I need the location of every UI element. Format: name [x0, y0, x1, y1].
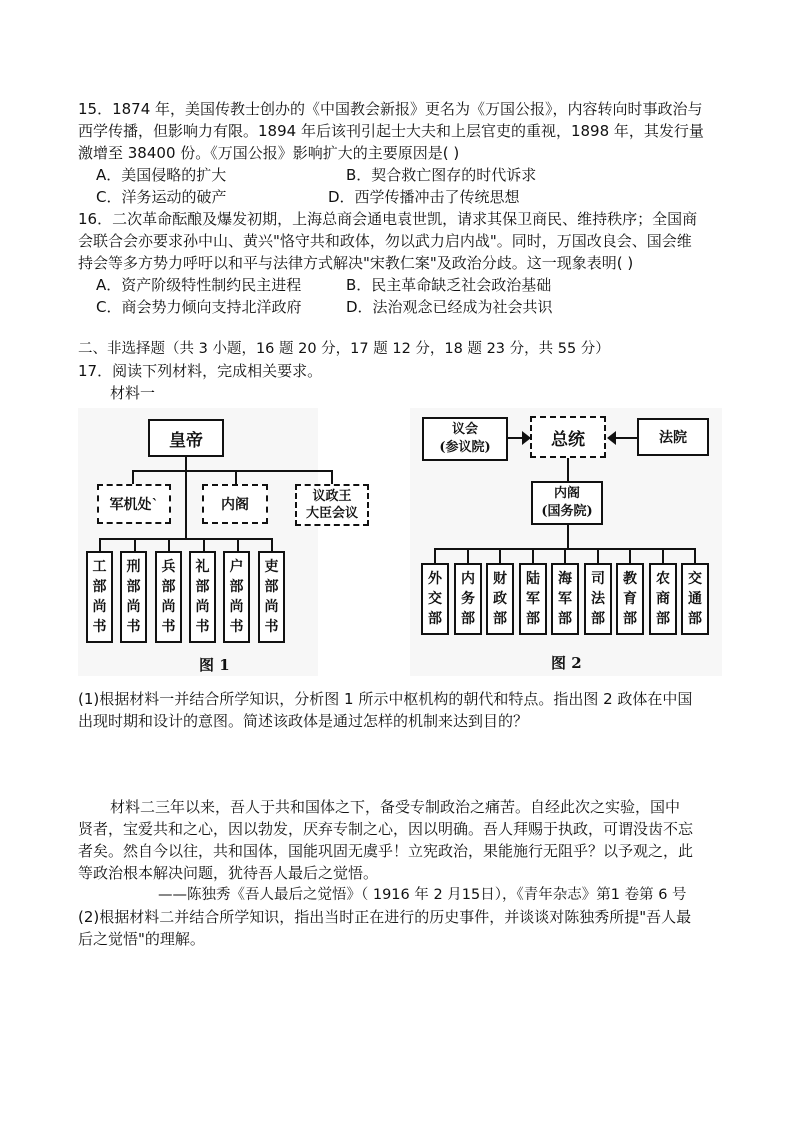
connector	[271, 538, 273, 552]
figure-1-caption: 图 1	[199, 656, 230, 674]
q15-option-b: B．契合救亡图存的时代诉求	[346, 166, 537, 184]
fig1-ministry-works: 工部尚书	[86, 551, 113, 643]
fig2-ministry-finance: 财政部	[486, 563, 514, 635]
fig2-parliament-box	[422, 417, 508, 461]
q16-line-1: 16．二次革命酝酿及爆发初期，上海总商会通电袁世凯，请求其保卫商民、维持秩序；全国商	[78, 210, 698, 228]
section-2-heading: 二、非选择题（共 3 小题，16 题 20 分，17 题 12 分，18 题 23 分，共 55 分）	[78, 341, 610, 357]
q15-line-2: 西学传播，但影响力有限。1894 年后该刊引起士大夫和上层官吏的重视，1898 年，其发行量	[78, 122, 704, 140]
fig2-ministry-navy: 海军部	[551, 563, 579, 635]
q17-intro: 17．阅读下列材料，完成相关要求。	[78, 362, 323, 380]
fig2-ministry-interior: 内务部	[454, 563, 482, 635]
fig1-emperor-box: 皇帝	[148, 419, 224, 457]
fig2-ministry-foreign: 外交部	[421, 563, 449, 635]
fig2-cabinet-label: 内阁	[553, 486, 580, 501]
q15-line-3: 激增至 38400 份。《万国公报》影响扩大的主要原因是( )	[78, 144, 460, 162]
connector	[567, 525, 569, 549]
connector	[134, 538, 136, 552]
q16-line-2: 会联合会亦要求孙中山、黄兴"恪守共和政体，勿以武力启内战"。同时，万国改良会、国会维	[78, 232, 692, 250]
material-2-line-2: 贤者，宝爱共和之心，因以勃发，厌弃专制之心，因以明确。吾人拜赐于执政，可谓没齿不忘	[78, 820, 694, 838]
fig2-ministry-justice: 司法部	[584, 563, 612, 635]
connector	[99, 538, 101, 552]
fig1-grand-council-box: 军机处`	[97, 484, 171, 524]
fig1-ministry-war: 兵部尚书	[155, 551, 182, 643]
material-2-source: ——陈独秀《吾人最后之觉悟》（ 1916 年 2 月15日），《青年杂志》第1 卷第 6 号	[158, 887, 687, 903]
q15-option-d: D．西学传播冲击了传统思想	[328, 188, 520, 206]
fig1-ministry-justice: 刑部尚书	[120, 551, 147, 643]
fig2-ministry-army: 陆军部	[519, 563, 547, 635]
connector	[99, 538, 273, 540]
fig2-ministry-agriculture-commerce: 农商部	[649, 563, 677, 635]
q17-sub1-line-1: (1)根据材料一并结合所学知识，分析图 1 所示中枢机构的朝代和特点。指出图 2 政体在中国	[78, 690, 693, 708]
figure-2-caption: 图 2	[551, 654, 582, 672]
q15-option-a: A．美国侵略的扩大	[96, 166, 227, 184]
fig2-ministry-transport: 交通部	[681, 563, 709, 635]
connector	[203, 538, 205, 552]
fig2-cabinet-box	[531, 481, 603, 525]
connector	[564, 548, 566, 564]
connector	[499, 548, 501, 564]
connector	[597, 548, 599, 564]
material-2-line-3: 者矣。然自今以往，共和国体，国能巩固无虞乎！立宪政治，果能施行无阻乎？以予观之，此	[78, 842, 694, 860]
fig2-president-box: 总统	[530, 416, 606, 458]
connector	[532, 548, 534, 564]
q16-option-c: C．商会势力倾向支持北洋政府	[96, 298, 302, 316]
material-1-label: 材料一	[110, 384, 156, 402]
fig1-grand-secretariat-box: 内阁	[202, 484, 268, 524]
fig2-court-box: 法院	[637, 418, 709, 456]
connector	[434, 548, 436, 564]
connector	[331, 470, 333, 484]
material-2-line-1: 材料二三年以来，吾人于共和国体之下，备受专制政治之痛苦。自经此次之实验，国中	[110, 798, 681, 816]
connector	[235, 470, 237, 484]
q17-sub2-line-1: (2)根据材料二并结合所学知识，指出当时正在进行的历史事件，并谈谈对陈独秀所提"吾人最	[78, 908, 692, 926]
q17-sub2-line-2: 后之觉悟"的理解。	[78, 930, 205, 948]
q15-line-1: 15．1874 年，美国传教士创办的《中国教会新报》更名为《万国公报》，内容转向时事政治与	[78, 100, 703, 118]
q15-option-c: C．洋务运动的破产	[96, 188, 227, 206]
q16-line-3: 持会等多方势力呼吁以和平与法律方式解决"宋教仁案"及政治分歧。这一现象表明( )	[78, 254, 634, 272]
fig1-ministry-rites: 礼部尚书	[189, 551, 216, 643]
q17-sub1-line-2: 出现时期和设计的意图。简述该政体是通过怎样的机制来达到目的？	[78, 712, 529, 730]
fig1-ministry-revenue: 户部尚书	[223, 551, 250, 643]
fig2-parliament-label: 议会	[451, 422, 478, 437]
connector	[132, 470, 332, 472]
q16-option-d: D．法治观念已经成为社会共识	[346, 298, 553, 316]
material-2-line-4: 等政治根本解决问题，犹待吾人最后之觉悟。	[78, 864, 379, 882]
connector	[662, 548, 664, 564]
connector	[185, 457, 187, 539]
fig2-ministry-education: 教育部	[616, 563, 644, 635]
connector	[629, 548, 631, 564]
connector	[168, 538, 170, 552]
connector	[132, 470, 134, 484]
arrow-right-icon	[522, 431, 531, 445]
connector	[237, 538, 239, 552]
connector	[694, 548, 696, 564]
q16-option-b: B．民主革命缺乏社会政治基础	[346, 276, 552, 294]
connector	[567, 458, 569, 482]
fig2-senate-label: (参议院)	[439, 440, 491, 455]
connector	[616, 437, 637, 439]
fig2-state-council-label: (国务院)	[541, 504, 593, 519]
connector	[467, 548, 469, 564]
arrow-left-icon	[607, 431, 616, 445]
fig1-council-of-princes-box: 议政王 大臣会议	[295, 484, 369, 526]
fig1-ministry-personnel: 吏部尚书	[258, 551, 285, 643]
q16-option-a: A．资产阶级特性制约民主进程	[96, 276, 302, 294]
